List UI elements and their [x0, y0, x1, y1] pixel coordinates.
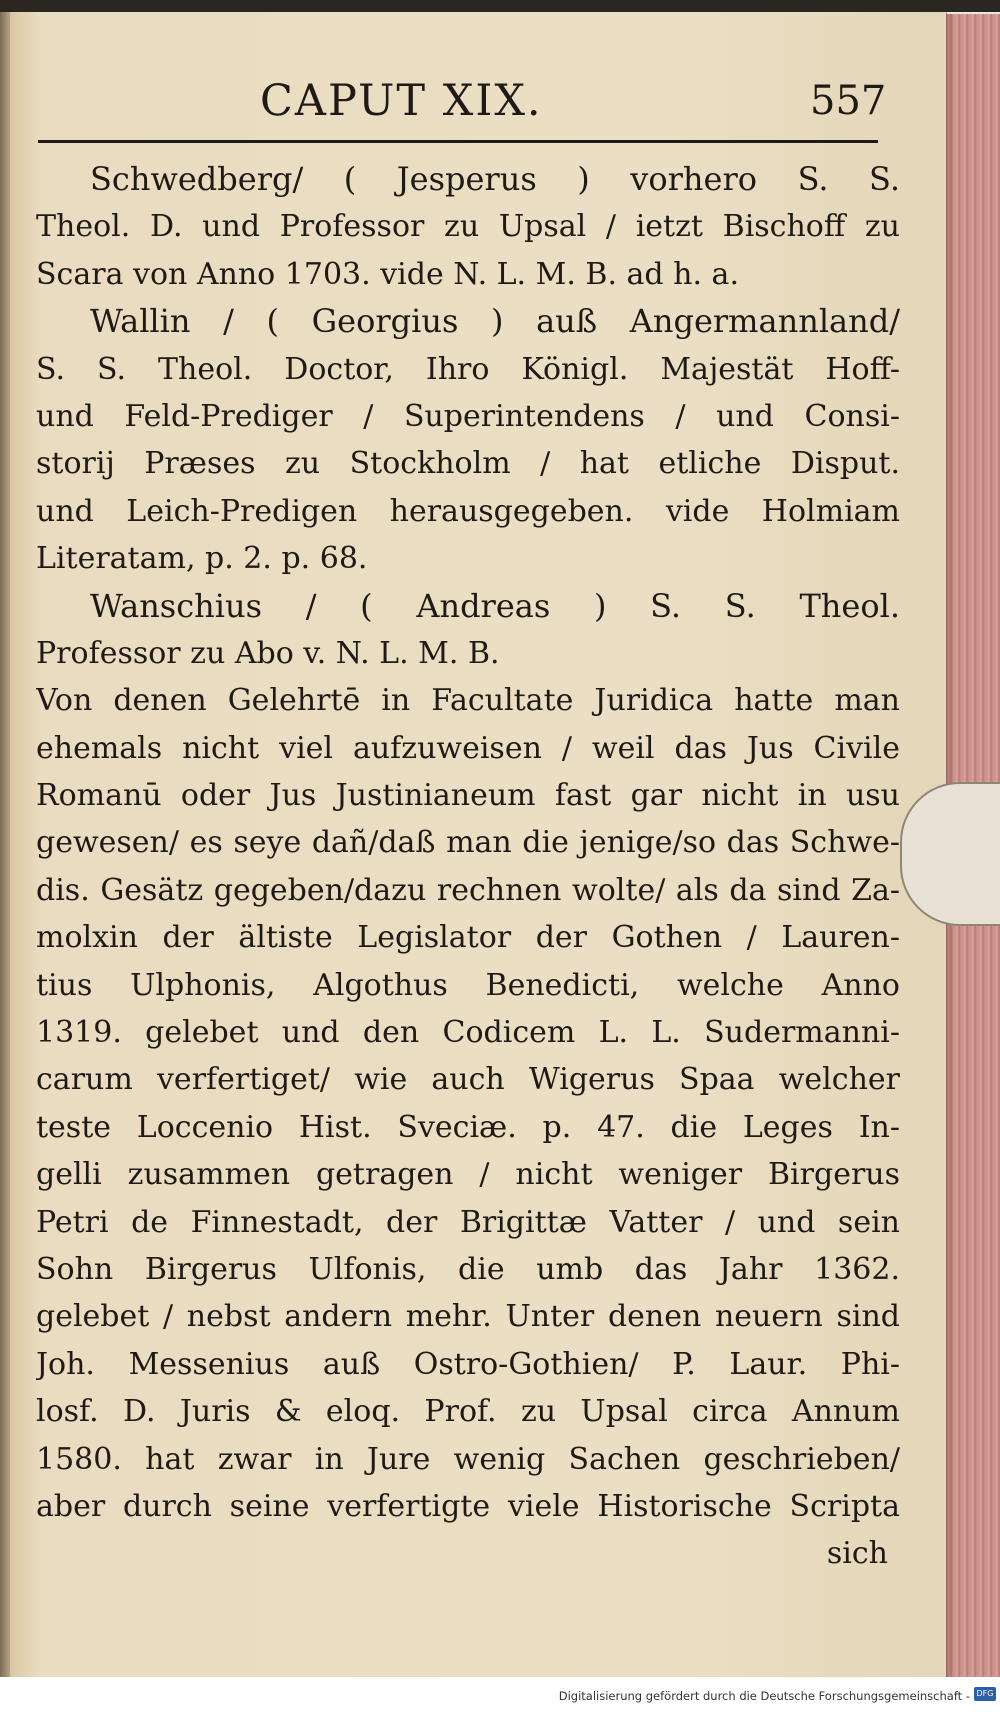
digitization-footer	[0, 1677, 1000, 1714]
text-line: gelebet / nebst andern mehr. Unter denen neuern sind	[36, 1299, 900, 1335]
text-line: Von denen Gelehrtē in Facultate Juridica hatte man	[36, 683, 900, 719]
body-text	[36, 156, 900, 1578]
text-line: dis. Gesätz gegeben/dazu rechnen wolte/ als da sind Za-	[36, 872, 900, 908]
funding-credit: Digitalisierung gefördert durch die Deutsche Forschungsgemeinschaft -	[558, 1689, 970, 1703]
text-line: aber durch seine verfertigte viele Historische Scripta	[36, 1488, 900, 1524]
text-line: Wallin / ( Georgius ) auß Angermannland/	[90, 302, 900, 341]
text-line: und Feld-Prediger / Superintendens / und Consi-	[36, 398, 900, 434]
text-line: Literatam, p. 2. p. 68.	[36, 541, 368, 577]
catchword: sich	[826, 1536, 888, 1572]
text-line: tius Ulphonis, Algothus Benedicti, welche Anno	[36, 967, 900, 1003]
page-number: 557	[810, 78, 887, 124]
page-header	[38, 70, 887, 143]
scan-top-border	[0, 0, 1000, 12]
text-line: Joh. Messenius auß Ostro-Gothien/ P. Laur. Phi-	[36, 1346, 900, 1382]
text-line: S. S. Theol. Doctor, Ihro Königl. Majestät Hoff-	[36, 351, 900, 387]
text-line: Wanschius / ( Andreas ) S. S. Theol.	[90, 586, 900, 625]
text-line: molxin der ältiste Legislator der Gothen / Lauren-	[36, 920, 900, 956]
text-line: 1319. gelebet und den Codicem L. L. Sudermanni-	[36, 1015, 900, 1051]
text-line: Professor zu Abo v. N. L. M. B.	[36, 635, 500, 671]
text-line: teste Loccenio Hist. Sveciæ. p. 47. die Leges In-	[36, 1109, 900, 1145]
text-line: Sohn Birgerus Ulfonis, die umb das Jahr 1362.	[36, 1251, 900, 1287]
text-line: und Leich-Predigen herausgegeben. vide Holmiam	[36, 493, 900, 529]
text-line: Scara von Anno 1703. vide N. L. M. B. ad h. a.	[36, 256, 739, 292]
text-line: 1580. hat zwar in Jure wenig Sachen geschrieben/	[36, 1441, 900, 1477]
page-gutter	[0, 12, 10, 1677]
text-line: gewesen/ es seye dañ/daß man die jenige/so das Schwe-	[36, 825, 900, 861]
text-line: carum verfertiget/ wie auch Wigerus Spaa welcher	[36, 1062, 900, 1098]
dfg-logo-icon: DFG	[974, 1687, 996, 1701]
text-line: Romanū oder Jus Justinianeum fast gar nicht in usu	[36, 778, 900, 814]
text-line: Petri de Finnestadt, der Brigittæ Vatter / und sein	[36, 1204, 900, 1240]
running-head: CAPUT XIX.	[260, 76, 543, 126]
color-calibration-tab	[900, 782, 1000, 926]
text-line: Schwedberg/ ( Jesperus ) vorhero S. S.	[90, 160, 900, 198]
text-line: losf. D. Juris & eloq. Prof. zu Upsal circa Annum	[36, 1394, 900, 1430]
text-line: ehemals nicht viel aufzuweisen / weil das Jus Civile	[36, 730, 900, 766]
text-line: Theol. D. und Professor zu Upsal / ietzt Bischoff zu	[36, 209, 900, 245]
text-line: storij Præses zu Stockholm / hat etliche Disput.	[36, 446, 900, 482]
text-line: gelli zusammen getragen / nicht weniger Birgerus	[36, 1157, 900, 1193]
